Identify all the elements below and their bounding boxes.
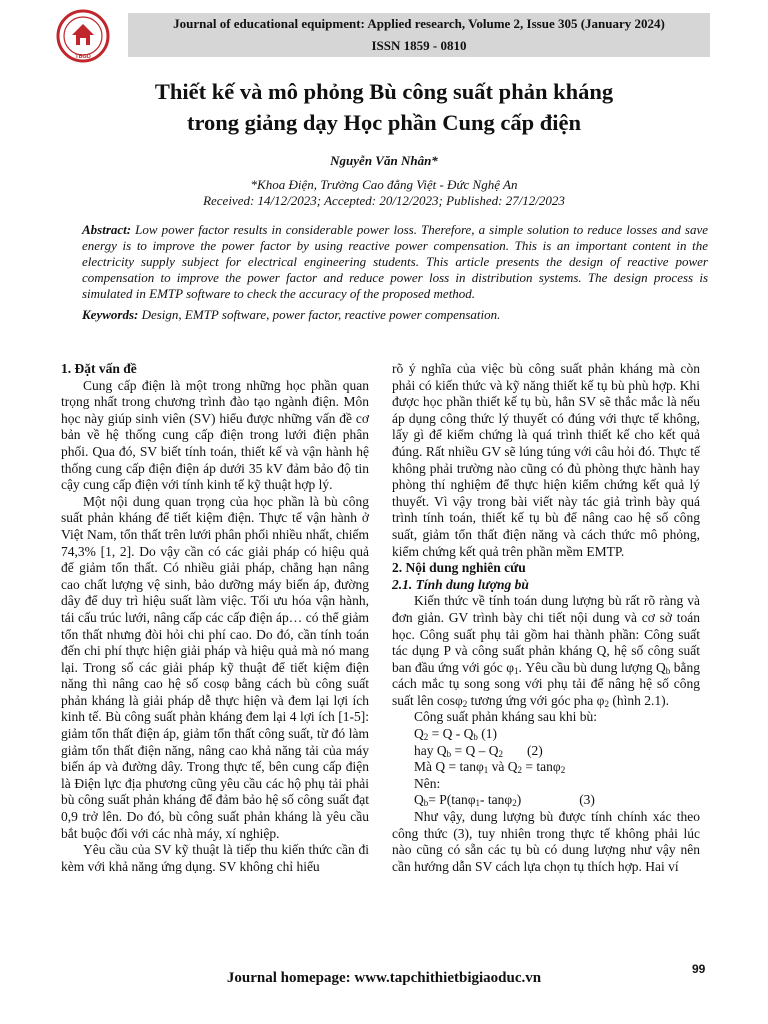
paragraph: Cung cấp điện là một trong những học phần quan trọng nhất trong chương trình đào tạo ngành điện. Môn học này giúp sinh viên (SV) hiểu được những vấn đề cơ bản về hệ thống cung cấp điện trong lưới điện phân phối. Qua đó, SV biết tính toán, thiết kế và vận hành hệ thống cung cấp điện điện áp dưới 35 kV đảm bảo độ tin cậy cung cấp điện với tính kinh tế kỹ thuật hợp lý.: [61, 377, 369, 493]
paragraph: Kiến thức về tính toán dung lượng bù rất rõ ràng và đơn giản. GV trình bày chi tiết nội dung và cơ sở toán học. Công suất phụ tải gồm hai thành phần: Công suất tác dụng P và công suất phản kháng Q, hệ số công suất ban đầu ứng với góc $\varphi_1$. Yêu cầu bù dung lượng $Q_b$ bằng cách mắc tụ song song với phụ tải để nâng hệ số công suất lên cosφ$_2$ tương ứng với góc pha $\varphi_2$ (hình 2.1).: [392, 593, 700, 709]
svg-text:TBGD: TBGD: [75, 54, 91, 60]
article-title: [64, 76, 704, 138]
abstract-text: Low power factor results in considerable power loss. Therefore, a simple solution to reduce losses and save energy is to improve the power factor by using reactive power compensation. This is an important content in the electricity supply subject for electrical engineering students. This article presents the design of reactive power compensation to improve the power factor and reduce power loss in distribution systems. The design process is simulated in EMTP software to check the accuracy of the proposed method.: [82, 222, 708, 301]
formula-2: hay $Q_b = Q - Q_2$ (2): [414, 742, 543, 759]
journal-citation: Journal of educational equipment: Applied research, Volume 2, Issue 305 (January 2024): [173, 16, 665, 31]
formula-1: $Q_2 = Q - Q_b$ (1): [414, 726, 497, 743]
subsection-heading-2-1: 2.1. Tính dung lượng bù: [392, 576, 529, 592]
keywords-label: Keywords:: [82, 307, 139, 322]
author: Nguyễn Văn Nhân*: [330, 153, 438, 168]
abstract-label: Abstract:: [82, 222, 132, 237]
abstract: [82, 222, 708, 323]
paragraph: Một nội dung quan trọng của học phần là bù công suất phản kháng để tiết kiệm điện. Thực tế vận hành ở Việt Nam, tổn thất trên lưới phân phối nhiều nhất, chiếm 74,3% [1, 2]. Do vậy cần có các giải pháp có hiệu quả để giảm tổn thất. Có nhiều giải pháp, chẳng hạn nâng cao chất lượng vệ sinh, bảo dưỡng máy biến áp, đường dây để duy trì hiệu suất làm việc. Tối ưu hóa vận hành, tái cấu trúc lưới, nâng cấp các cấp điện áp… có thể giảm tổn thất nhưng đòi hỏi chi phí cao. Do đó, cần tính toán đến chi phí thực hiện giải pháp và hiệu quả mà nó mang lại. Trong số các giải pháp kỹ thuật để tiết kiệm điện năng thì nâng cao hệ số cosφ bằng cách bù công suất phản kháng là giải pháp dễ thực hiện và đem lại lợi ích kinh tế. Bù công suất phản kháng đem lại 4 lợi ích [1-5]: giảm tổn thất điện áp, giảm tổn thất công suất, từ đó làm giảm tổn thất điện năng, nâng cao khả năng tải của máy biến áp và đường dây. Trong thực tế, bên cung cấp điện là Điện lực địa phương cũng yêu cầu các hộ phụ tải phải bù công suất phản kháng để đảm bảo hệ số công suất đạt 0,9 trở lên. Do đó, bù công suất phản kháng là yêu cầu bắt buộc đối với các nhà máy, xí nghiệp.: [61, 493, 369, 841]
right-column: [392, 361, 700, 875]
formula-4: $Q_b= P(\tan\varphi_1-$ tanφ$_2$) (3): [414, 792, 595, 809]
left-column: [61, 361, 369, 875]
title-line-1: Thiết kế và mô phỏng Bù công suất phản kháng: [154, 79, 614, 104]
journal-header: [128, 13, 710, 57]
keywords-text: Design, EMTP software, power factor, reactive power compensation.: [138, 307, 501, 322]
formula-3: Mà Q = tanφ$_1$ và $Q_2 = \tan\varphi_2$: [414, 759, 566, 776]
journal-homepage-footer[interactable]: Journal homepage: www.tapchithietbigiaoduc.vn: [226, 970, 542, 986]
paragraph: Công suất phản kháng sau khi bù:: [414, 709, 597, 725]
section-heading-1: 1. Đặt vấn đề: [61, 361, 137, 376]
paragraph: Như vậy, dung lượng bù được tính chính xác theo công thức (3), tuy nhiên trong thực tế không phải lúc nào cũng có sẵn các tụ bù có dung lượng như vậy nên cần hướng dẫn SV cách lựa chọn tụ thích hợp. Hai ví: [392, 809, 700, 874]
formula-label: Nên:: [414, 775, 441, 791]
section-heading-2: 2. Nội dung nghiên cứu: [392, 560, 526, 576]
paragraph: Yêu cầu của SV kỹ thuật là tiếp thu kiến thức cần đi kèm với khả năng ứng dụng. SV không chỉ hiểu: [61, 842, 369, 874]
journal-logo-icon: [55, 8, 111, 64]
page-number: 99: [692, 962, 706, 976]
paragraph: rõ ý nghĩa của việc bù công suất phản kháng mà còn phải có kiến thức và kỹ năng thiết kế tụ bù phù hợp. Khi được học phần thiết kế tụ bù, hẳn SV sẽ thắc mắc là nếu áp dụng công thức lý thuyết có đúng với thực tế không, lấy gì để kiểm chứng là quá trình thiết kế cho kết quả đúng. Rất nhiều GV sẽ lúng túng với câu hỏi đó. Thực tế không phải trường nào cũng có đủ phòng thực hành hay phòng thí nghiệm để thực hiện kiểm chứng kết quả lý thuyết. Vì vậy trong bài viết này tác giả trình bày quá trình tính toán, thiết kế tụ bù để nâng cao hệ số công suất, giảm tổn thất điện năng và cách thức mô phỏng, kiểm chứng kết quả trên phần mềm EMTP.: [392, 361, 700, 559]
issn: ISSN 1859 - 0810: [371, 38, 467, 53]
affiliation: *Khoa Điện, Trường Cao đẳng Việt - Đức Nghệ An: [250, 177, 518, 192]
title-line-2: trong giảng dạy Học phần Cung cấp điện: [186, 110, 582, 135]
publication-dates: Received: 14/12/2023; Accepted: 20/12/2023; Published: 27/12/2023: [203, 193, 565, 208]
